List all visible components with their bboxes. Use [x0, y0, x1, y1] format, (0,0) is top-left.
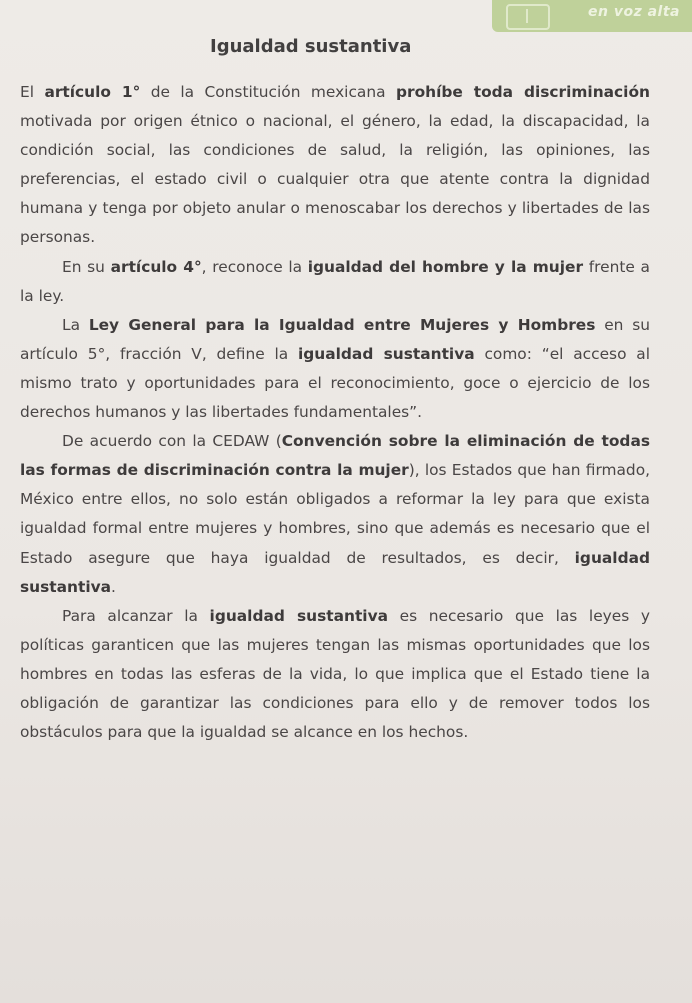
bold-text: artículo 1°: [44, 83, 141, 101]
text-run: es necesario que las leyes y políticas garanticen que las mujeres tengan las mismas oportunidades que los hombres en todas las esferas de la vida, lo que implica que el Estado tiene la obligación de garantizar las condiciones para ello y de remover todos los obstáculos para que la igualdad se alcance en los hechos.: [20, 606, 650, 742]
bold-text: prohíbe toda discriminación: [395, 83, 650, 101]
text-run: motivada por origen étnico o nacional, el género, la edad, la discapacidad, la condición social, las condiciones de salud, la religión, las opiniones, las preferencias, el estado civil o cualquier otra que atente contra la dignidad humana y tenga por objeto anular o menoscabar los derechos y libertades de las personas.: [20, 112, 650, 247]
text-run: En su: [62, 257, 111, 276]
book-icon: [506, 4, 550, 30]
bold-text: igualdad sustantiva: [20, 548, 650, 596]
text-run: La: [62, 315, 89, 334]
text-run: frente a la ley.: [20, 257, 650, 305]
paragraph: [20, 427, 650, 602]
paragraph: [20, 253, 650, 311]
paragraph: [20, 602, 650, 747]
bold-text: artículo 4°: [110, 257, 202, 276]
section-tab-label: en voz alta: [588, 4, 680, 20]
text-run: De acuerdo con la CEDAW (: [62, 432, 282, 451]
section-title: Igualdad sustantiva: [210, 36, 412, 57]
bold-text: Convención sobre la eliminación de todas las formas de discriminación contra la mujer: [20, 432, 650, 480]
paragraph: [20, 311, 650, 427]
text-run: Para alcanzar la: [62, 606, 210, 625]
text-run: en su artículo 5°, fracción V, define la: [20, 315, 650, 363]
text-run: ), los Estados que han firmado, México entre ellos, no solo están obligados a reformar la ley para que exista igualdad formal entre mujeres y hombres, sino que además es necesario que el Estado asegure que haya igualdad de resultados, es decir,: [20, 461, 651, 567]
text-run: El: [20, 83, 45, 101]
bold-text: igualdad sustantiva: [298, 344, 475, 363]
paragraph: [20, 78, 650, 253]
bold-text: igualdad del hombre y la mujer: [307, 257, 584, 276]
text-run: .: [111, 577, 116, 596]
text-run: de la Constitución mexicana: [140, 83, 396, 101]
body-text: [20, 78, 650, 747]
text-run: como: “el acceso al mismo trato y oportunidades para el reconocimiento, goce o ejercicio de los derechos humanos y las libertades fundamentales”.: [20, 344, 651, 422]
text-run: , reconoce la: [201, 257, 308, 276]
bold-text: igualdad sustantiva: [209, 606, 388, 625]
bold-text: Ley General para la Igualdad entre Mujeres y Hombres: [88, 315, 596, 334]
section-tab: [492, 0, 692, 32]
